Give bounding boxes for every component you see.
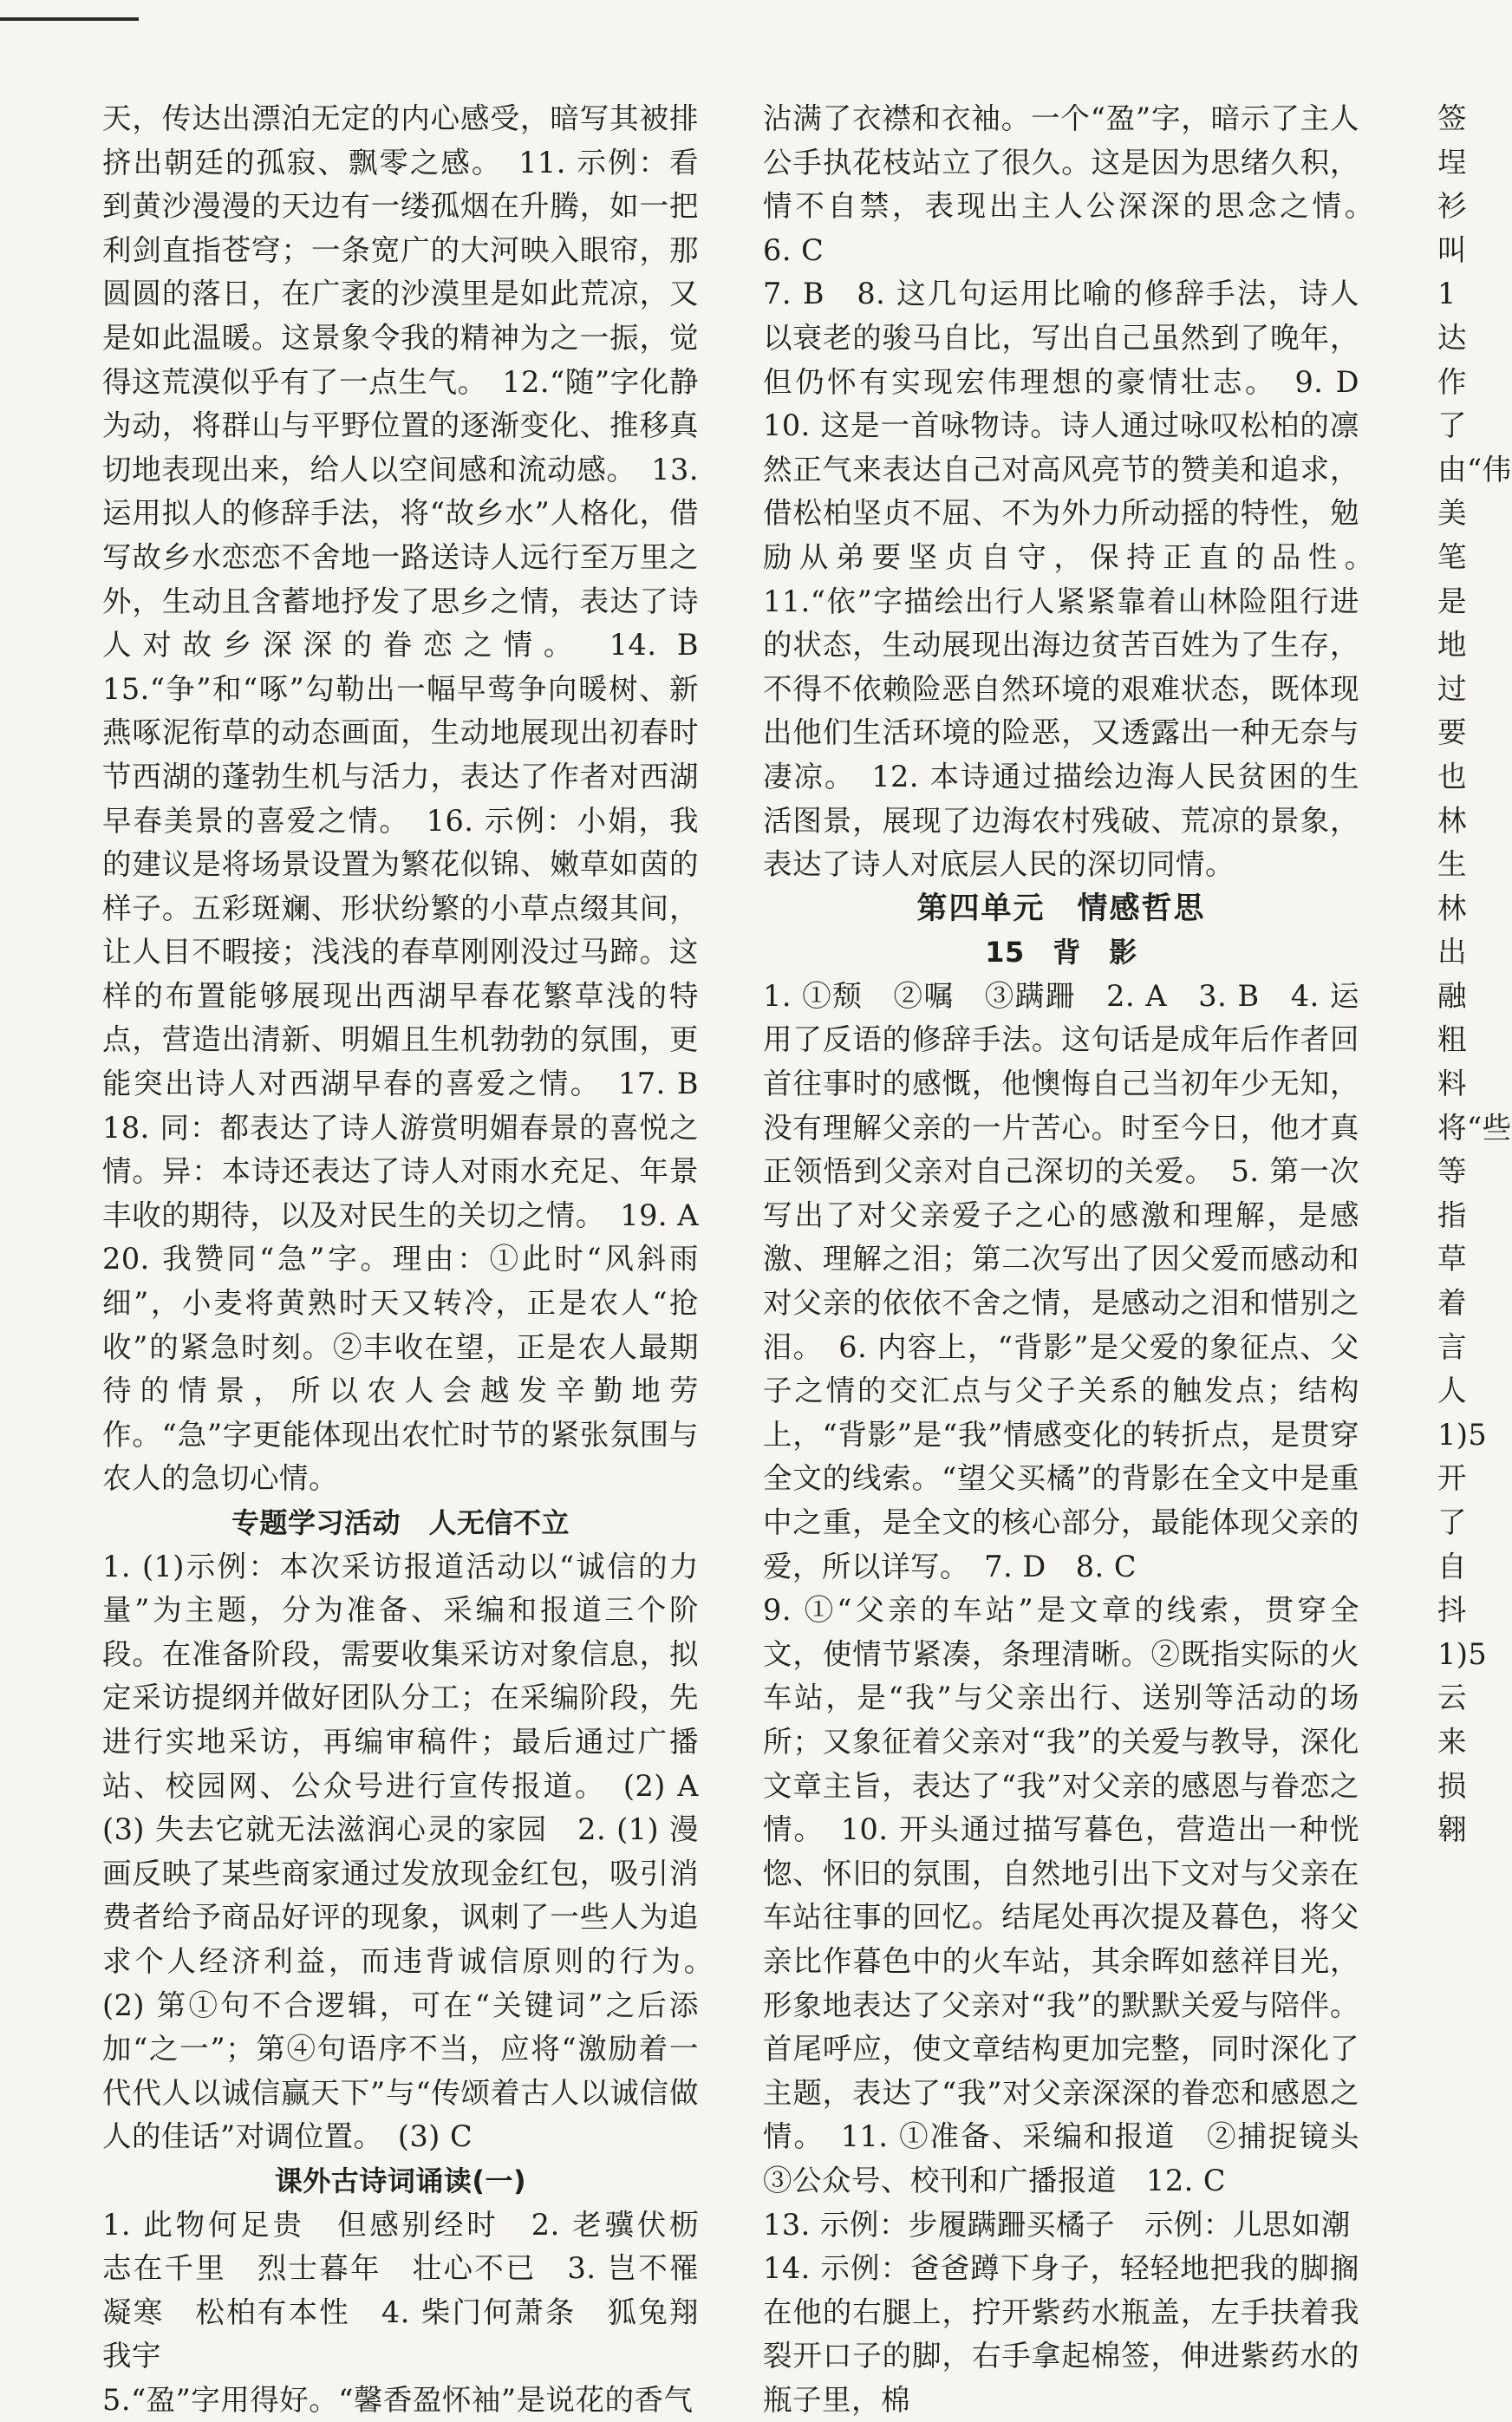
- section-heading-poetry: 课外古诗词诵读(一): [274, 2164, 527, 2197]
- answers-block-7: 1. ①颓 ②嘱 ③蹒跚 2. A 3. B 4. 运用了反语的修辞手法。这句话是成年后作者回首往事时的感慨，他懊悔自己当初年少无知，没有理解父亲的一片苦心。时至今日，他才真正领悟到父亲对自己深切的关爱。 5. 第一次写出了对父亲爱子之心的感激和理解，是感激、理解之泪；第二次写出了因父爱而感动和对父亲的依依不舍之情，是感动之泪和惜别之泪。 6. 内容上，“背影”是父爱的象征点、父子之情的交汇点与父子关系的触发点；结构上，“背影”是“我”情感变化的转折点，是贯穿全文的线索。“望父买橘”的背影在全文中是重中之重，是全文的核心部分，最能体现父亲的爱，所以详写。 7. D 8. C: [763, 978, 1359, 1583]
- answers-block-5: 沾满了衣襟和衣袖。一个“盈”字，暗示了主人公手执花枝站立了很久。这是因为思绪久积，情不自禁，表现出主人公深深的思念之情。 6. C: [763, 101, 1389, 267]
- answers-block-4: 5.“盈”字用得好。“馨香盈怀袖”是说花的香气: [102, 2382, 694, 2417]
- answers-block-1: 天，传达出漂泊无定的内心感受，暗写其被排挤出朝廷的孤寂、飘零之感。 11. 示例：看到黄沙漫漫的天边有一缕孤烟在升腾，如一把利剑直指苍穹；一条宽广的大河映入眼帘，那圆圆的落日，在广袤的沙漠里是如此荒凉，又是如此温暖。这景象令我的精神为之一振，觉得这荒漠似乎有了一点生气。 12.“随”字化静为动，将群山与平野位置的逐渐变化、推移真切地表现出来，给人以空间感和流动感。 13. 运用拟人的修辞手法，将“故乡水”人格化，借写故乡水恋恋不舍地一路送诗人远行至万里之外，生动且含蓄地抒发了思乡之情，表达了诗人对故乡深深的眷恋之情。 14. B 15.“争”和“啄”勾勒出一幅早莺争向暖树、新燕啄泥衔草的动态画面，生动地展现出初春时节西湖的蓬勃生机与活力，表达了作者对西湖早春美景的喜爱之情。 16. 示例：小娟，我的建议是将场景设置为繁花似锦、嫩草如茵的样子。五彩斑斓、形状纷繁的小草点缀其间，让人目不暇接；浅浅的春草刚刚没过马蹄。这样的布置能够展现出西湖早春花繁草浅的特点，营造出清新、明媚且生机勃勃的氛围，更能突出诗人对西湖早春的喜爱之情。 17. B 18. 同：都表达了诗人游赏明媚春景的喜悦之情。异：本诗还表达了诗人对雨水充足、年景丰收的期待，以及对民生的关切之情。 19. A 20. 我赞同“急”字。理由：①此时“风斜雨细”，小麦将黄熟时天又转冷，正是农人“抢收”的紧急时刻。②丰收在望，正是农人最期待的情景，所以农人会越发辛勤地劳作。“急”字更能体现出农忙时节的紧张氛围与农人的急切心情。: [102, 101, 728, 1496]
- answers-block-2: 1. (1)示例：本次采访报道活动以“诚信的力量”为主题，分为准备、采编和报道三个阶段。在准备阶段，需要收集采访对象信息，拟定采访提纲并做好团队分工；在采编阶段，先进行实地采访，再编审稿件；最后通过广播站、校园网、公众号进行宣传报道。 (2) A (3) 失去它就无法滋润心灵的家园 2. (1) 漫画反映了某些商家通过发放现金红包，吸引消费者给予商品好评的现象，讽刺了一些人为追求个人经济利益，而违背诚信原则的行为。 (2) 第①句不合逻辑，可在“关键词”之后添加“之一”；第④句语序不当，应将“激励着一代代人以诚信赢天下”与“传颂着古人以诚信做人的佳话”对调位置。 (3) C: [102, 1549, 728, 2154]
- cropped-text: 签埕衫叫1达作了由“伟美笔是地过要也林生林出融粗料将“些等指草着言人1)5开了自抖1)5云来损翱: [1437, 101, 1512, 1847]
- answers-block-10: 14. 示例：爸爸蹲下身子，轻轻地把我的脚搁在他的右腿上，拧开紫药水瓶盖，左手扶着我裂开口子的脚，右手拿起棉签，伸进紫药水的瓶子里，棉: [763, 2251, 1359, 2417]
- answers-block-3: 1. 此物何足贵 但感别经时 2. 老骥伏枥 志在千里 烈士暮年 壮心不已 3. 岂不罹凝寒 松柏有本性 4. 柴门何萧条 狐兔翔我宇: [102, 2207, 728, 2373]
- answers-block-8: 9. ①“父亲的车站”是文章的线索，贯穿全文，使情节紧凑，条理清晰。②既指实际的火车站，是“我”与父亲出行、送别等活动的场所；又象征着父亲对“我”的关爱与教导，深化文章主旨，表达了“我”对父亲的感恩与眷恋之情。 10. 开头通过描写暮色，营造出一种恍惚、怀旧的氛围，自然地引出下文对与父亲在车站往事的回忆。结尾处再次提及暮色，将父亲比作暮色中的火车站，其余晖如慈祥目光，形象地表达了父亲对“我”的默默关爱与陪伴。首尾呼应，使文章结构更加完整，同时深化了主题，表达了“我”对父亲深深的眷恋和感恩之情。 11. ①准备、采编和报道 ②捕捉镜头 ③公众号、校刊和广播报道 12. C: [763, 1593, 1389, 2197]
- section-heading-integrity: 专题学习活动 人无信不立: [231, 1506, 570, 1539]
- right-column-cropped: [1437, 97, 1512, 1852]
- top-rule: [0, 17, 139, 21]
- unit-heading: 第四单元 情感哲思: [916, 891, 1206, 926]
- left-column: [102, 97, 728, 2422]
- middle-column: [763, 97, 1389, 2422]
- answers-block-6: 7. B 8. 这几句运用比喻的修辞手法，诗人以衰老的骏马自比，写出自己虽然到了晚年，但仍怀有实现宏伟理想的豪情壮志。 9. D 10. 这是一首咏物诗。诗人通过咏叹松柏的凛然正气来表达自己对高风亮节的赞美和追求，借松柏坚贞不屈、不为外力所动摇的特性，勉励从弟要坚贞自守，保持正直的品性。 11.“依”字描绘出行人紧紧靠着山林险阻行进的状态，生动展现出海边贫苦百姓为了生存，不得不依赖险恶自然环境的艰难状态，既体现出他们生活环境的险恶，又透露出一种无奈与凄凉。 12. 本诗通过描绘边海人民贫困的生活图景，展现了边海农村残破、荒凉的景象，表达了诗人对底层人民的深切同情。: [763, 277, 1389, 882]
- answers-block-9: 13. 示例：步履蹒跚买橘子 示例：儿思如潮: [763, 2207, 1351, 2242]
- lesson-heading: 15 背 影: [985, 936, 1137, 969]
